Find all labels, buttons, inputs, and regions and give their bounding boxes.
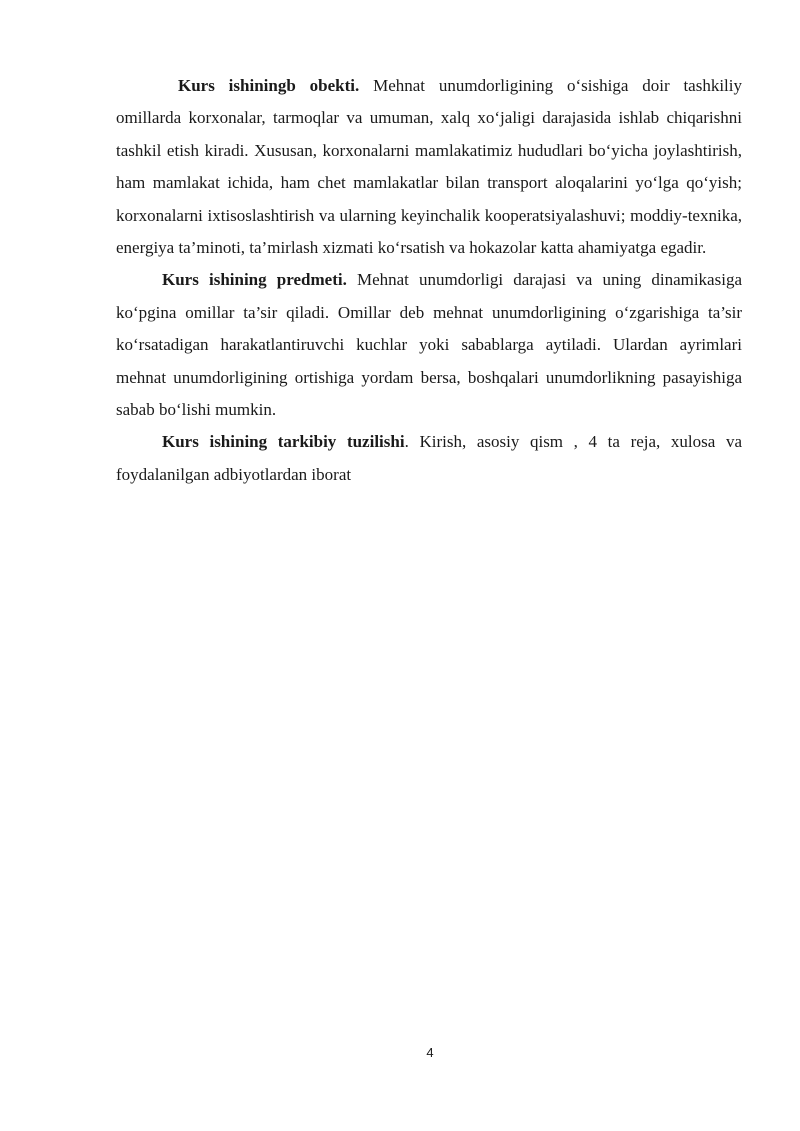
- paragraph-subject: [116, 264, 742, 426]
- paragraph-text-subject: Mehnat unumdorligi darajasi va uning dinamikasiga ko‘pgina omillar ta’sir qiladi. Omillar deb mehnat unumdorligining o‘zgarishiga ta’sir ko‘rsatadigan harakatlantiruvchi kuchlar yoki sabablarga aytiladi. Ulardan ayrimlari mehnat unumdorligining ortishiga yordam bersa, boshqalari unumdorlikning pasayishiga sabab bo‘lishi mumkin.: [116, 270, 742, 420]
- paragraph-object: [116, 70, 742, 264]
- paragraph-heading-object: Kurs ishiningb obekti.: [178, 76, 360, 95]
- paragraph-text-structure: . Kirish, asosiy qism , 4 ta reja, xulosa va foydalanilgan adbiyotlardan iborat: [116, 432, 742, 484]
- paragraph-heading-structure: Kurs ishining tarkibiy tuzilishi: [162, 432, 405, 452]
- paragraph-structure: [116, 426, 742, 491]
- document-body: [116, 70, 742, 491]
- paragraph-text-object: Mehnat unumdorligining o‘sishiga doir tashkiliy omillarda korxonalar, tarmoqlar va umuman, xalq xo‘jaligi darajasida ishlab chiqarishni tashkil etish kiradi. Xususan, korxonalarni mamlakatimiz hududlari bo‘yicha joylashtirish, ham mamlakat ichida, ham chet mamlakatlar bilan transport aloqalarini yo‘lga qo‘yish; korxonalarni ixtisoslashtirish va ularning keyinchalik kooperatsiyalashuvi; moddiy-texnika, energiya ta’minoti, ta’mirlash xizmati ko‘rsatish va hokazolar katta ahamiyatga egadir.: [116, 76, 743, 258]
- paragraph-heading-subject: Kurs ishining predmeti.: [162, 270, 347, 290]
- page-number: 4: [426, 1045, 434, 1060]
